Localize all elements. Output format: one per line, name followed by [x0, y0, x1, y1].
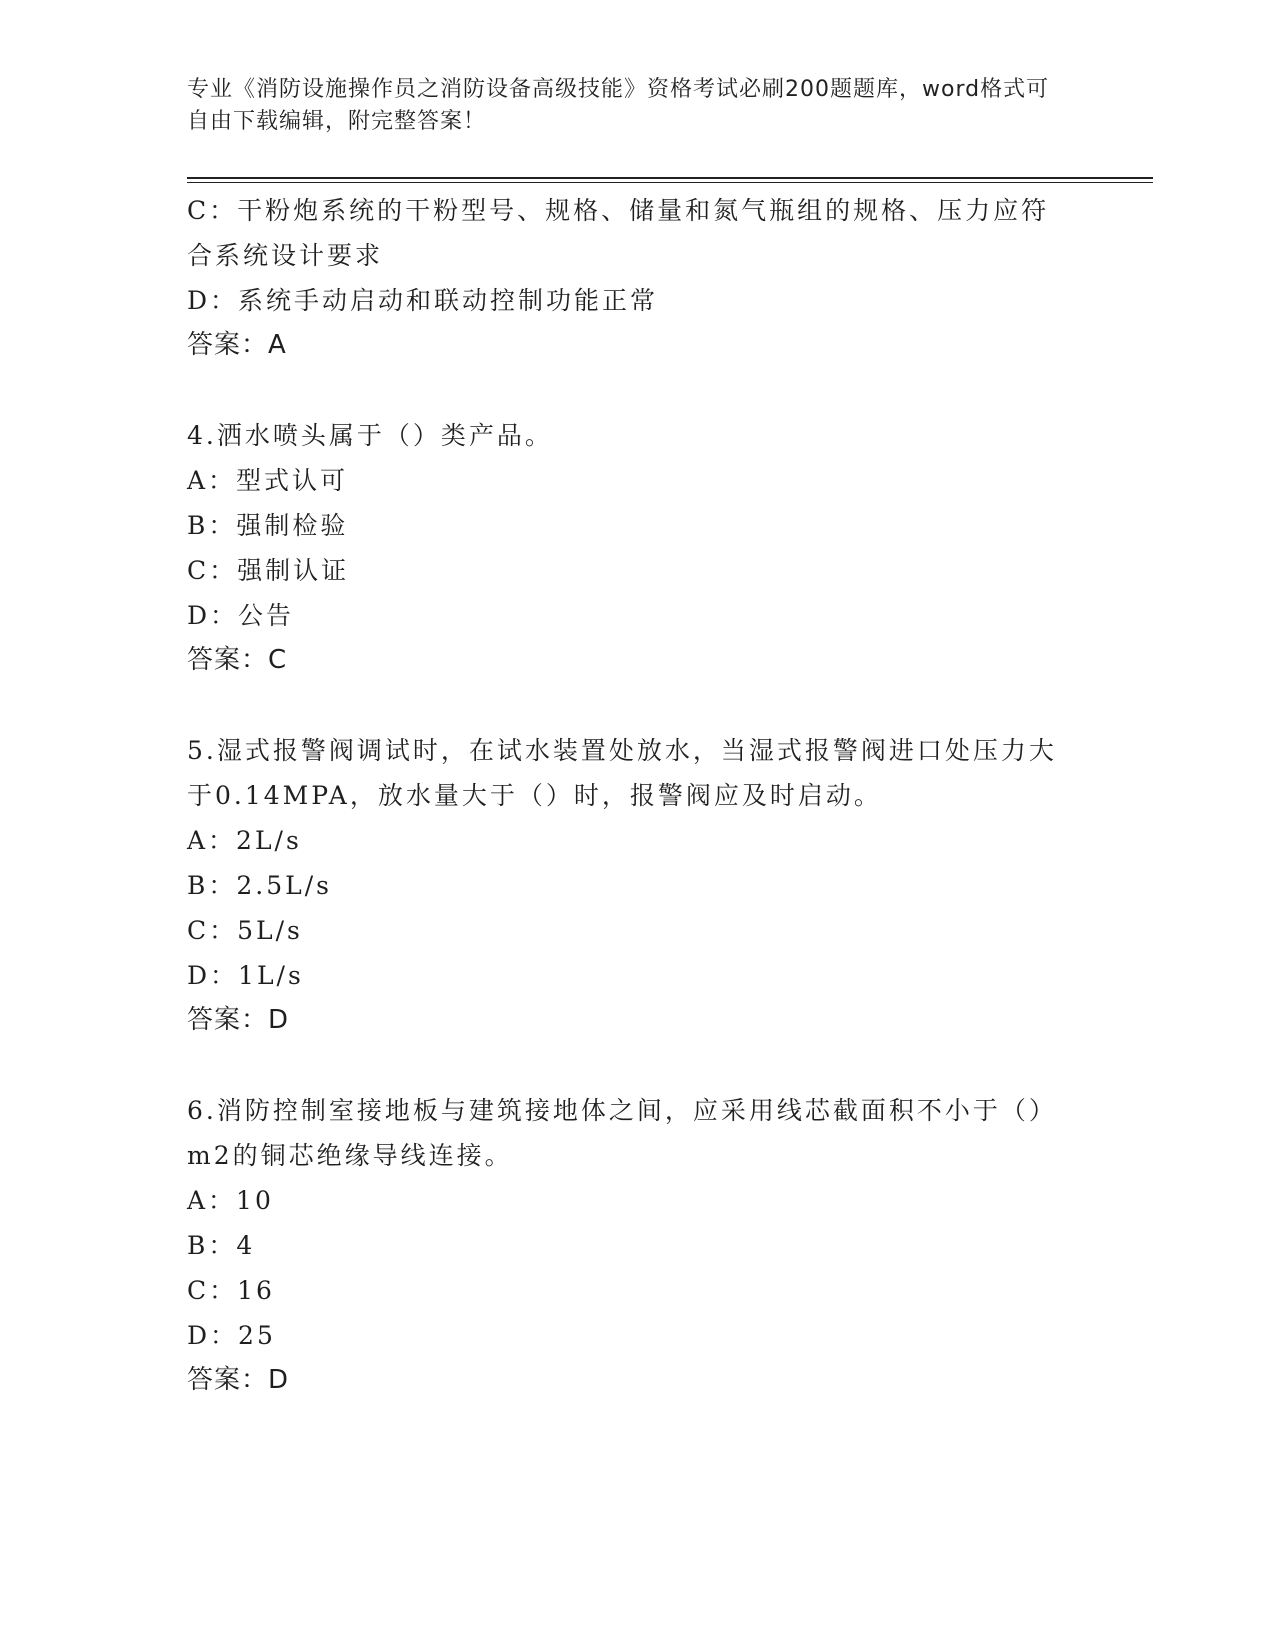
document-header: 专业《消防设施操作员之消防设备高级技能》资格考试必刷200题题库，word格式可自由下载编辑，附完整答案！ [187, 77, 1050, 134]
answer-line: 答案：C [187, 645, 288, 675]
question-stem: 6.消防控制室接地板与建筑接地体之间，应采用线芯截面积不小于（）m2的铜芯绝缘导线连接。 [187, 1096, 1057, 1170]
question-4 [187, 413, 1067, 683]
answer-line: 答案：D [187, 1365, 290, 1395]
question-stem: 4.洒水喷头属于（）类产品。 [187, 421, 553, 450]
option-c: C：强制认证 [187, 556, 350, 585]
option-c: C：干粉炮系统的干粉型号、规格、储量和氮气瓶组的规格、压力应符合系统设计要求 [187, 196, 1050, 270]
option-d: D：系统手动启动和联动控制功能正常 [187, 286, 659, 315]
option-c: C：5L/s [187, 916, 303, 945]
option-c: C：16 [187, 1276, 275, 1305]
option-d: D：公告 [187, 601, 295, 630]
question-6 [187, 1088, 1067, 1403]
question-stem: 5.湿式报警阀调试时，在试水装置处放水，当湿式报警阀进口处压力大于0.14MPA，放水量大于（）时，报警阀应及时启动。 [187, 736, 1057, 810]
option-a: A：型式认可 [187, 466, 349, 495]
option-b: B：强制检验 [187, 511, 349, 540]
header-divider [187, 177, 1153, 179]
spacer [187, 1043, 1067, 1088]
header-divider-thin [187, 182, 1153, 183]
answer-line: 答案：D [187, 1005, 290, 1035]
question-5 [187, 728, 1067, 1043]
option-b: B：2.5L/s [187, 871, 332, 900]
spacer [187, 368, 1067, 413]
option-a: A：10 [187, 1186, 274, 1215]
option-a: A：2L/s [187, 826, 302, 855]
document-content [187, 188, 1067, 1403]
spacer [187, 683, 1067, 728]
option-b: B：4 [187, 1231, 256, 1260]
option-d: D：1L/s [187, 961, 304, 990]
answer-line: 答案：A [187, 330, 287, 360]
option-d: D：25 [187, 1321, 276, 1350]
question-3-tail [187, 188, 1067, 368]
